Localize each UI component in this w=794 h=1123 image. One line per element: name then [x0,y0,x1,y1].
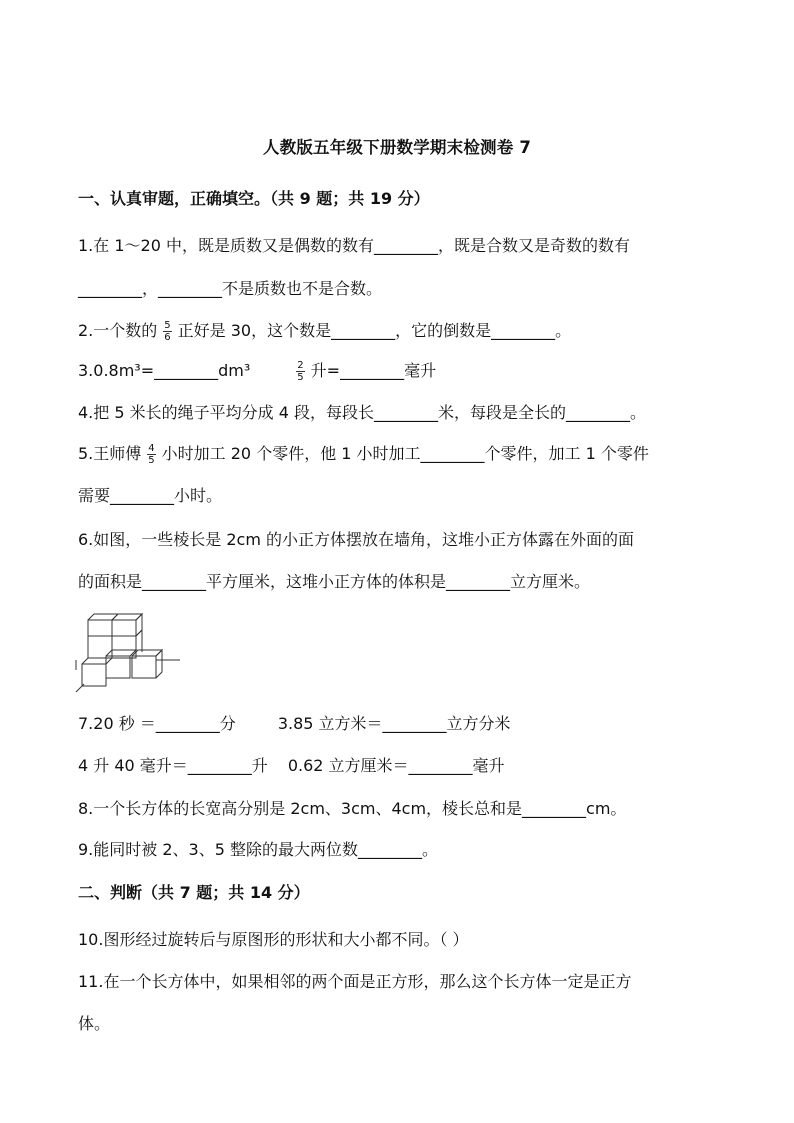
question-7-part-a: 7.20 秒 ＝________分 [78,714,236,733]
fraction-2-5 [296,360,304,383]
question-5-line-2: 需要________小时。 [78,486,223,505]
question-7-part-c: 4 升 40 毫升＝________升 [78,756,268,775]
floor-edge-line [76,684,84,692]
fraction-denominator: 5 [148,455,155,466]
question-5-line-1 [78,443,649,466]
question-6-line-1: 6.如图，一些棱长是 2cm 的小正方体摆放在墙角，这堆小正方体露在外面的面 [78,530,635,549]
question-11-line-2: 体。 [78,1014,111,1033]
question-4: 4.把 5 米长的绳子平均分成 4 段，每段长________米，每段是全长的________。 [78,403,646,422]
question-6-line-2: 的面积是________平方厘米，这堆小正方体的体积是________立方厘米。 [78,572,591,591]
fraction-5-6 [163,320,171,343]
question-5-prefix: 5.王师傅 [78,444,142,463]
cube [112,620,136,636]
fraction-denominator: 5 [297,372,304,383]
section-1-heading: 一、认真审题，正确填空。（共 9 题；共 19 分） [78,189,430,208]
question-3-prefix: 3.0.8m³=________dm³ [78,361,251,380]
fraction-numerator: 4 [148,443,155,454]
cube [88,620,112,636]
cube-stack-figure [74,612,184,696]
question-2 [78,320,571,343]
question-8: 8.一个长方体的长宽高分别是 2cm、3cm、4cm，棱长总和是________cm。 [78,799,627,818]
question-11-line-1: 11.在一个长方体中，如果相邻的两个面是正方形，那么这个长方体一定是正方 [78,972,632,991]
question-2-suffix: 正好是 30，这个数是________，它的倒数是________。 [177,321,572,340]
cube-top-face [106,650,136,656]
question-9: 9.能同时被 2、3、5 整除的最大两位数________。 [78,840,438,859]
fraction-numerator: 5 [164,320,171,331]
question-3 [78,360,436,383]
section-2-heading: 二、判断（共 7 题；共 14 分） [78,883,310,902]
exam-title: 人教版五年级下册数学期末检测卷 7 [262,138,532,157]
question-7-part-b: 3.85 立方米＝________立方分米 [277,714,511,733]
cube-side-face [136,614,142,636]
question-10: 10.图形经过旋转后与原图形的形状和大小都不同。（ ） [78,930,469,949]
question-5-suffix: 小时加工 20 个零件，他 1 小时加工________个零件，加工 1 个零件 [161,444,649,463]
question-7-line-1 [78,713,511,735]
fraction-denominator: 6 [164,332,171,343]
question-1-line-1: 1.在 1～20 中，既是质数又是偶数的数有________，既是合数又是奇数的数有 [78,236,630,255]
fraction-4-5 [147,443,155,466]
question-2-prefix: 2.一个数的 [78,321,158,340]
cube-top-face [82,658,112,664]
cube [88,636,112,658]
question-1-line-2: ________，________不是质数也不是合数。 [78,279,383,298]
cube-side-face [156,650,162,678]
question-7-line-2 [78,755,505,777]
question-3-suffix: 升=________毫升 [310,361,437,380]
question-7-part-d: 0.62 立方厘米＝________毫升 [287,756,505,775]
fraction-numerator: 2 [297,360,304,371]
cube [132,656,156,678]
cube [112,636,136,658]
cube [82,664,106,686]
cube [106,656,130,678]
